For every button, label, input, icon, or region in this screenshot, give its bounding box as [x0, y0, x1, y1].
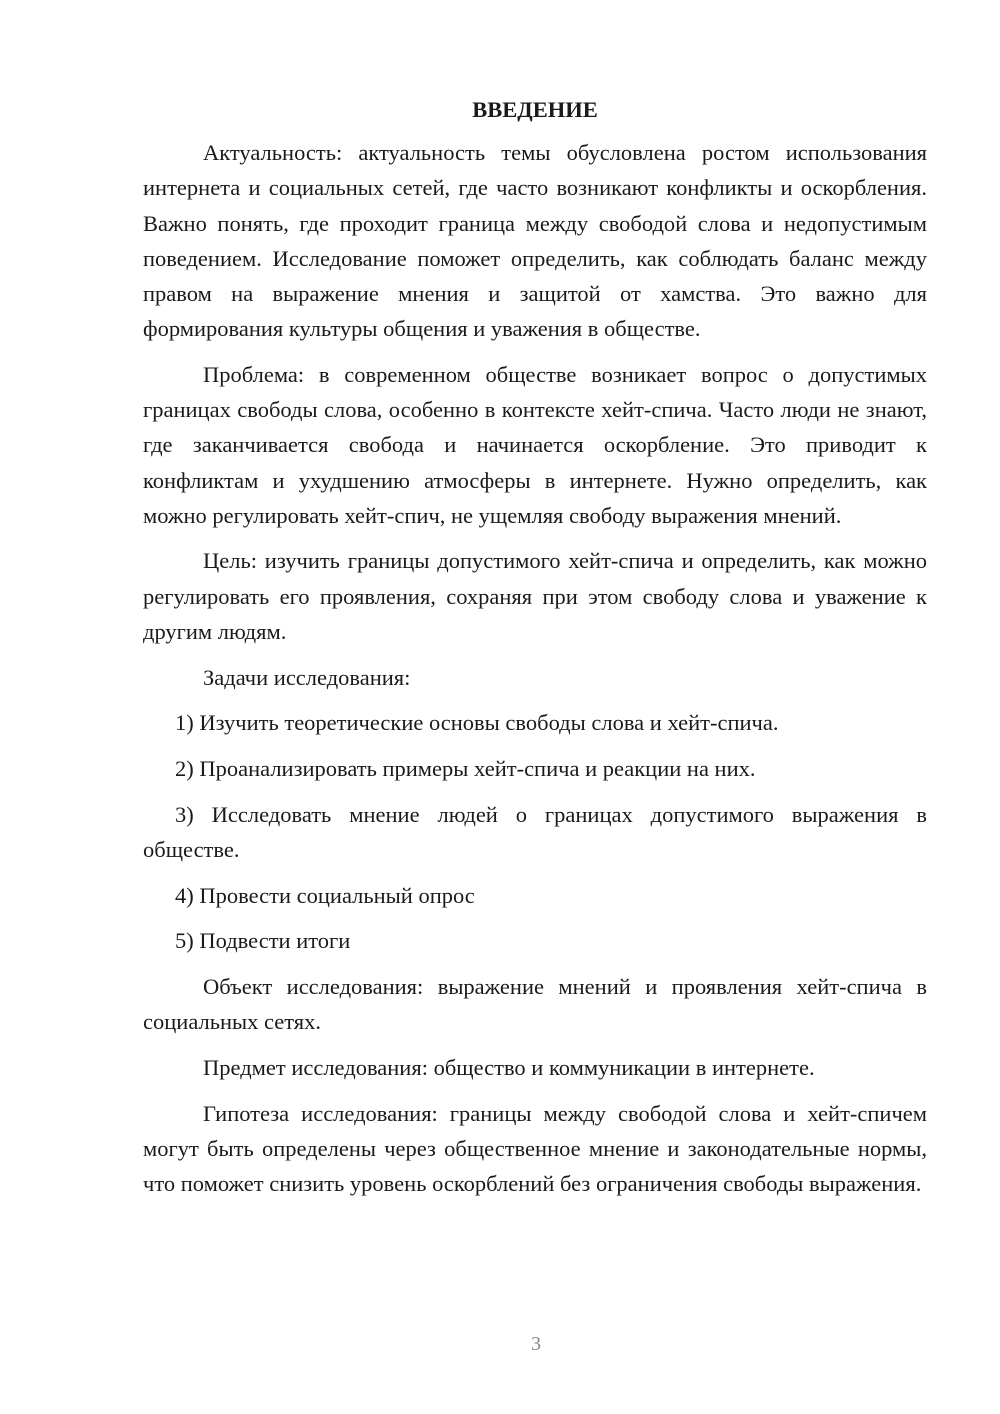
page-content	[143, 92, 927, 1212]
paragraph-relevance: Актуальность: актуальность темы обусловлена ростом использования интернета и социальных сетей, где часто возникают конфликты и оскорбления. Важно понять, где проходит граница между свободой слова и недопустимым поведением. Исследование поможет определить, как соблюдать баланс между правом на выражение мнения и защитой от хамства. Это важно для формирования культуры общения и уважения в обществе.	[143, 140, 927, 342]
list-item: 3) Исследовать мнение людей о границах допустимого выражения в обществе.	[143, 801, 927, 862]
tasks-list	[143, 705, 927, 958]
paragraph-object: Объект исследования: выражение мнений и проявления хейт-спича в социальных сетях.	[143, 973, 927, 1035]
paragraph-hypothesis: Гипотеза исследования: границы между свободой слова и хейт-спичем могут быть определены через общественное мнение и законодательные нормы, что поможет снизить уровень оскорблений без ограничения свободы выражения.	[143, 1100, 927, 1196]
list-item: 5) Подвести итоги	[175, 928, 351, 954]
paragraph-subject: Предмет исследования: общество и коммуникации в интернете.	[203, 1054, 815, 1080]
list-item: 4) Провести социальный опрос	[175, 882, 475, 908]
tasks-title: Задачи исследования:	[203, 664, 411, 690]
list-item: 2) Проанализировать примеры хейт-спича и реакции на них.	[175, 755, 756, 781]
list-item: 1) Изучить теоретические основы свободы слова и хейт-спича.	[175, 710, 779, 736]
page-number: 3	[531, 1333, 541, 1355]
paragraph-goal: Цель: изучить границы допустимого хейт-спича и определить, как можно регулировать его проявления, сохраняя при этом свободу слова и уважение к другим людям.	[143, 548, 927, 644]
section-heading: ВВЕДЕНИЕ	[472, 97, 598, 122]
paragraph-problem: Проблема: в современном обществе возникает вопрос о допустимых границах свободы слова, особенно в контексте хейт-спича. Часто люди не знают, где заканчивается свобода и начинается оскорбление. Это приводит к конфликтам и ухудшению атмосферы в интернете. Нужно определить, как можно регулировать хейт-спич, не ущемляя свободу выражения мнений.	[143, 361, 927, 528]
